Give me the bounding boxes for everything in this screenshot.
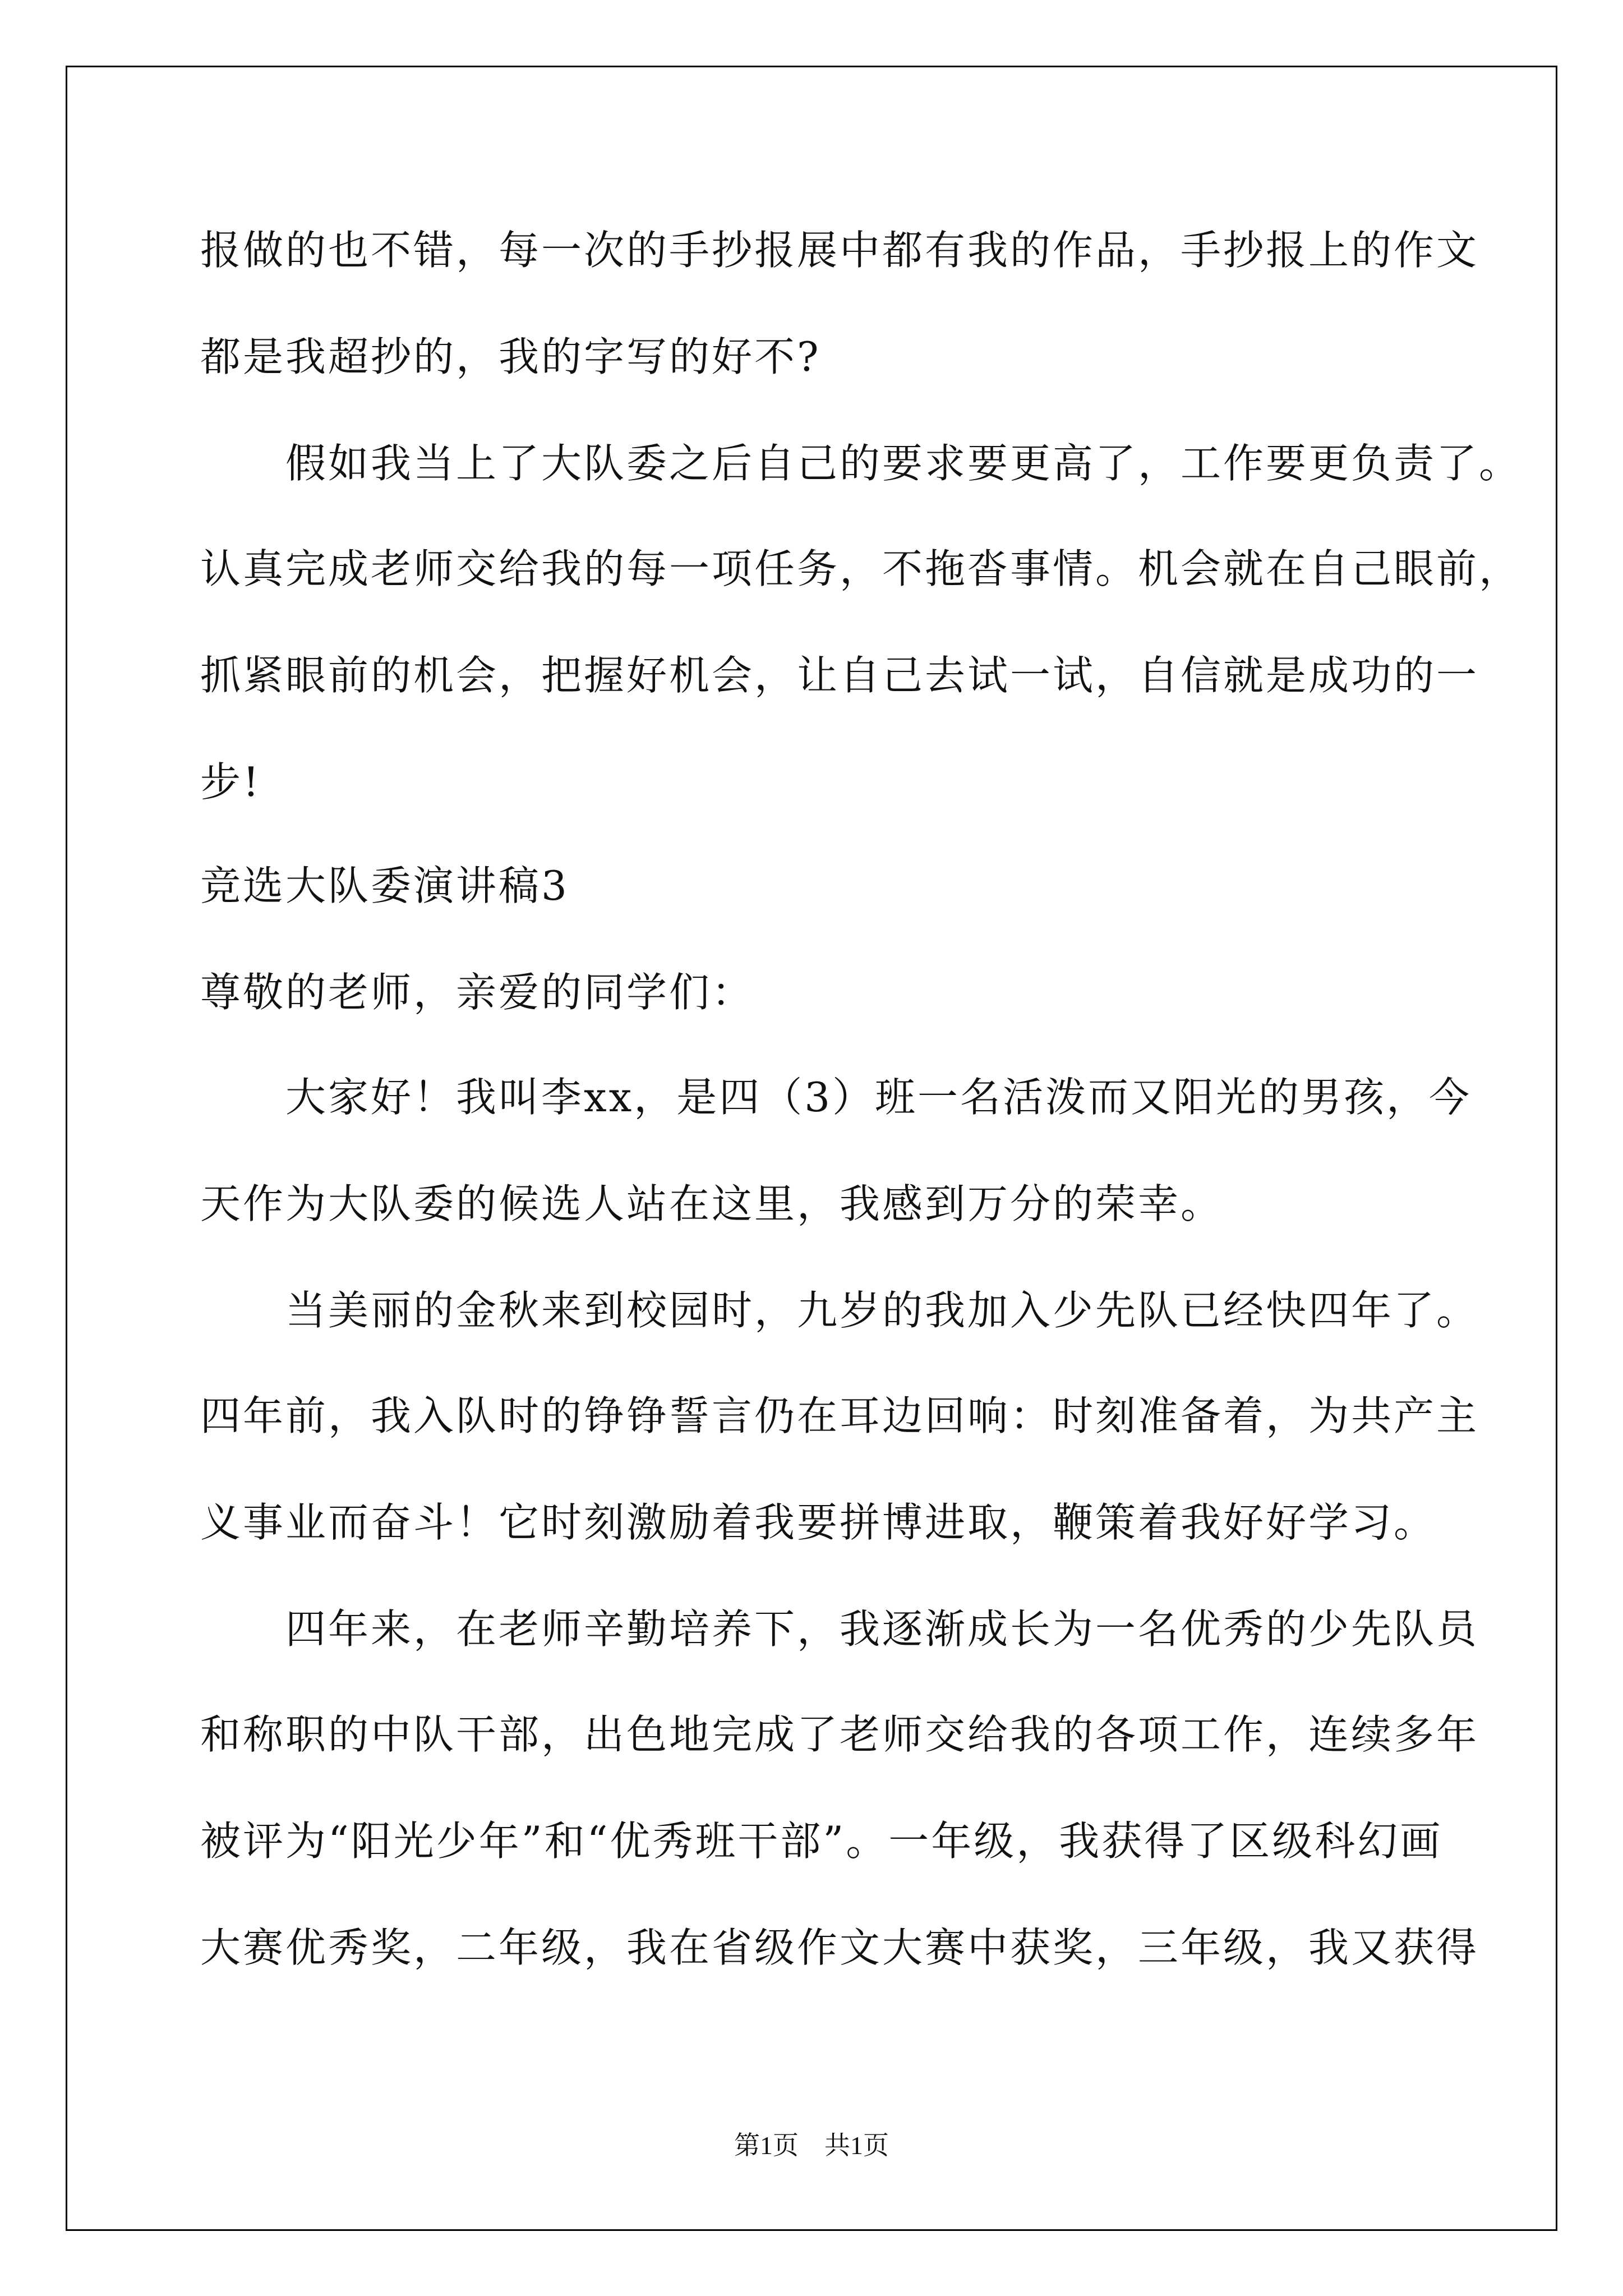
body-line: 义事业而奋斗！它时刻激励着我要拼博进取，鞭策着我好好学习。: [200, 1499, 1437, 1546]
body-line: 都是我超抄的，我的字写的好不?: [200, 333, 821, 380]
body-line: 假如我当上了大队委之后自己的要求要更高了，工作要更负责了。: [200, 440, 1522, 487]
section-heading: 竞选大队委演讲稿3: [200, 862, 569, 909]
body-line: 四年来，在老师辛勤培养下，我逐渐成长为一名优秀的少先队员: [200, 1605, 1479, 1653]
body-line: 大赛优秀奖，二年级，我在省级作文大赛中获奖，三年级，我又获得: [200, 1924, 1479, 1971]
body-line: 报做的也不错，每一次的手抄报展中都有我的作品，手抄报上的作文: [200, 227, 1479, 274]
body-line: 大家好！我叫李xx，是四（3）班一名活泼而又阳光的男孩，今: [200, 1074, 1472, 1121]
body-line: 被评为“阳光少年”和“优秀班干部”。一年级，我获得了区级科幻画: [200, 1818, 1443, 1865]
body-line: 天作为大队委的候选人站在这里，我感到万分的荣幸。: [200, 1180, 1224, 1227]
body-line: 四年前，我入队时的铮铮誓言仍在耳边回响：时刻准备着，为共产主: [200, 1392, 1479, 1439]
page-border: [66, 66, 1557, 2231]
salutation: 尊敬的老师，亲爱的同学们：: [200, 969, 755, 1016]
body-line: 抓紧眼前的机会，把握好机会，让自己去试一试，自信就是成功的一: [200, 652, 1479, 699]
body-line: 和称职的中队干部，出色地完成了老师交给我的各项工作，连续多年: [200, 1711, 1479, 1758]
body-line: 步!: [200, 758, 261, 806]
body-line: 当美丽的金秋来到校园时，九岁的我加入少先队已经快四年了。: [200, 1287, 1479, 1334]
page-footer: 第1页 共1页: [734, 2131, 889, 2160]
body-line: 认真完成老师交给我的每一项任务，不拖沓事情。机会就在自己眼前，: [200, 545, 1522, 592]
